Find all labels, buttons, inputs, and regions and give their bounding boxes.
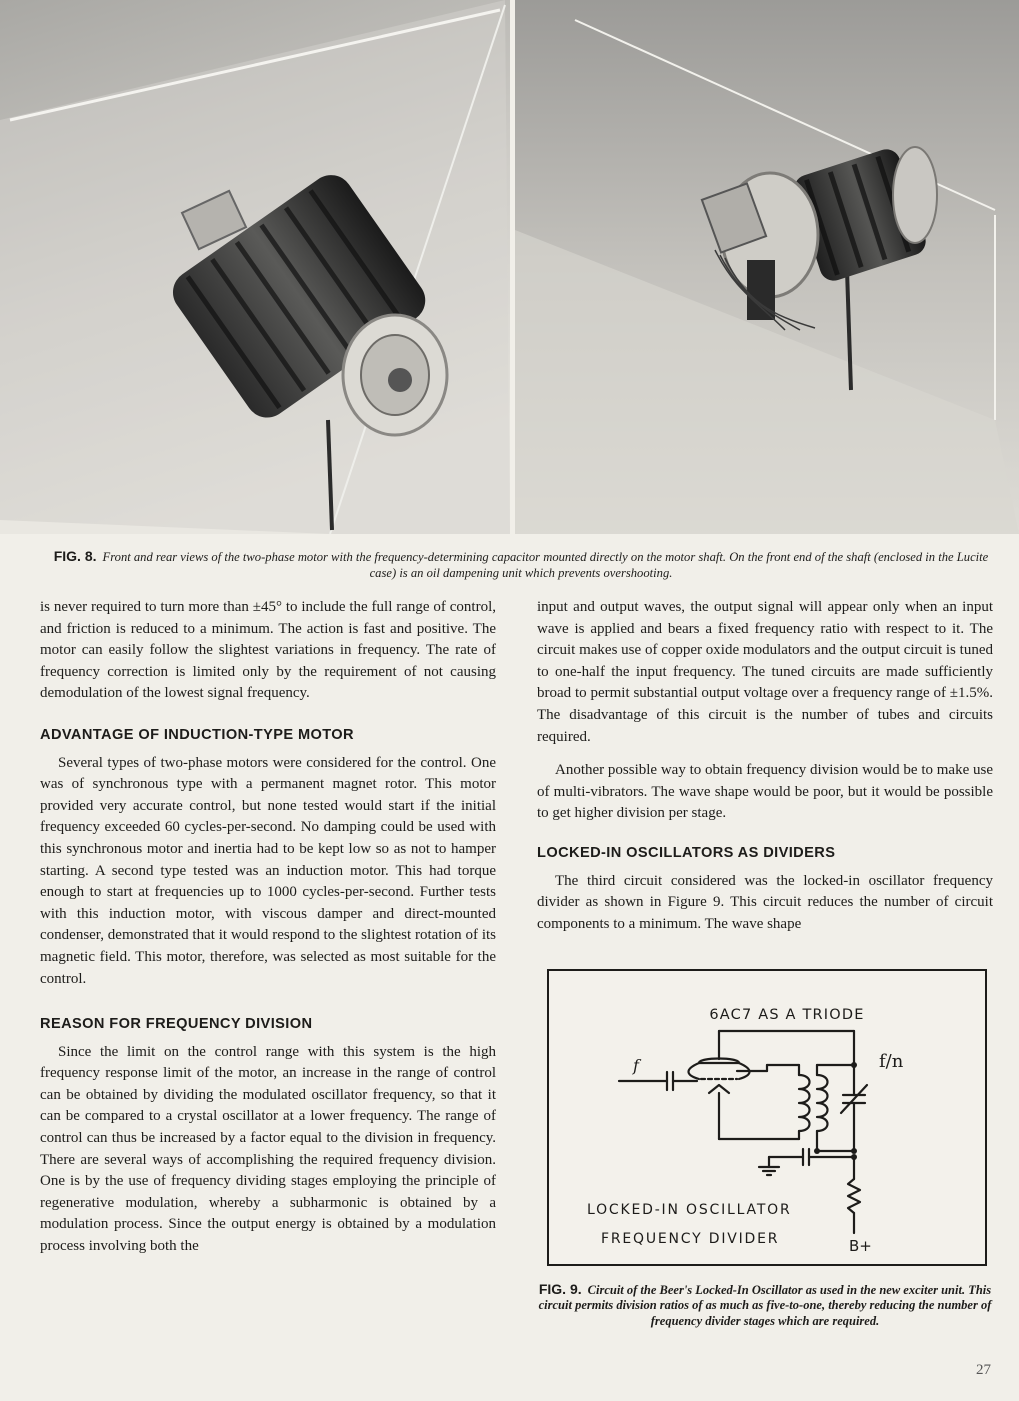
fig9-label: FIG. 9.: [538, 1281, 582, 1297]
page-number: 27: [976, 1362, 991, 1378]
fig9-caption: [537, 1282, 993, 1329]
fig9-caption-text: Circuit of the Beer's Locked-In Oscillator as used in the new exciter unit. This circuit permits division ratios of as much as five-to-one, thereby reducing the number of frequency divider stages which are required.: [538, 1283, 992, 1328]
plate-resistor: [848, 1179, 860, 1213]
right-paragraph-1: input and output waves, the output signal will appear only when an input wave is applied and bears a fixed frequency ratio with respect to it. The circuit makes use of copper oxide modulators and the output circuit is tuned to one-half the input frequency. The tuned circuits are made sufficiently broad to permit substantial output voltage over a frequency range of ±1.5%. The disadvantage of this circuit is the number of tubes and circuits required.: [537, 599, 993, 745]
input-label: f: [633, 1056, 639, 1075]
fig8-rear-view-photo: [515, 0, 1019, 534]
heading-locked-in-oscillators: LOCKED-IN OSCILLATORS AS DIVIDERS: [537, 844, 836, 861]
heading-induction-motor: ADVANTAGE OF INDUCTION-TYPE MOTOR: [40, 726, 354, 743]
heading-frequency-division: REASON FOR FREQUENCY DIVISION: [40, 1016, 313, 1033]
fig9-circuit-diagram: [547, 969, 987, 1266]
tank-coil-left: [799, 1075, 810, 1131]
tube-cathode: [709, 1085, 729, 1093]
supply-label: B+: [849, 1237, 872, 1255]
output-label: f/n: [879, 1051, 904, 1072]
left-paragraph-1: is never required to turn more than ±45° to include the full range of control, and friction is reduced to a minimum. The action is fast and positive. The motor can easily follow the slightest variations in frequency. The rate of frequency correction is limited only by the requirement of not causing demodulation of the lowest signal frequency.: [40, 599, 496, 702]
diagram-title-line1: LOCKED-IN OSCILLATOR: [587, 1202, 792, 1218]
tank-coil-right: [817, 1075, 828, 1131]
fig8-label: FIG. 8.: [53, 548, 97, 564]
fig8-caption-text: Front and rear views of the two-phase motor with the frequency-determining capacitor mounted directly on the motor shaft. On the front end of the shaft (enclosed in the Lucite case) is an oil dampening unit which prevents overshooting.: [102, 550, 989, 580]
fig8-caption: [40, 548, 1002, 581]
right-column: [537, 597, 993, 935]
fig8-front-view-photo: [0, 0, 510, 534]
left-column: [40, 597, 496, 1258]
left-paragraph-3: Since the limit on the control range with this system is the high frequency response limit of the motor, an increase in the range of control can be obtained by dividing the modulated oscillator frequency, so that it can be compared to a crystal oscillator at a lower frequency. The range of control can thus be increased by a factor equal to the division in frequency. There are several ways of accomplishing the required frequency division. One is by the use of frequency dividing stages employing the principle of regenerative modulation, whereby a subharmonic is obtained by a modulation process. Since the output energy is obtained by a modulation process involving both the: [40, 1043, 496, 1255]
right-paragraph-3: The third circuit considered was the locked-in oscillator frequency divider as shown in Figure 9. This circuit reduces the number of circuit components to a minimum. The wave shape: [537, 872, 993, 932]
diagram-title-line2: FREQUENCY DIVIDER: [601, 1231, 780, 1247]
tube-label: 6AC7 AS A TRIODE: [709, 1007, 865, 1023]
left-paragraph-2: Several types of two-phase motors were considered for the control. One was of synchronous type with a permanent magnet rotor. This motor provided very accurate control, but none tested would start if the initial frequency exceeded 60 cycles-per-second. No damping could be used with this synchronous motor and inertia had to be kept low so as not to hamper starting. A second type tested was an induction motor. This had torque enough to start at frequencies up to 1000 cycles-per-second. Further tests with this induction motor, with viscous damper and direct-mounted condenser, demonstrated that it would respond to the slightest rotation of its magnetic field. This motor, therefore, was selected as most suitable for the control.: [40, 754, 496, 987]
right-paragraph-2: Another possible way to obtain frequency division would be to make use of multi-vibrators. The wave shape would be poor, but it would be possible to get higher division per stage.: [537, 762, 993, 822]
